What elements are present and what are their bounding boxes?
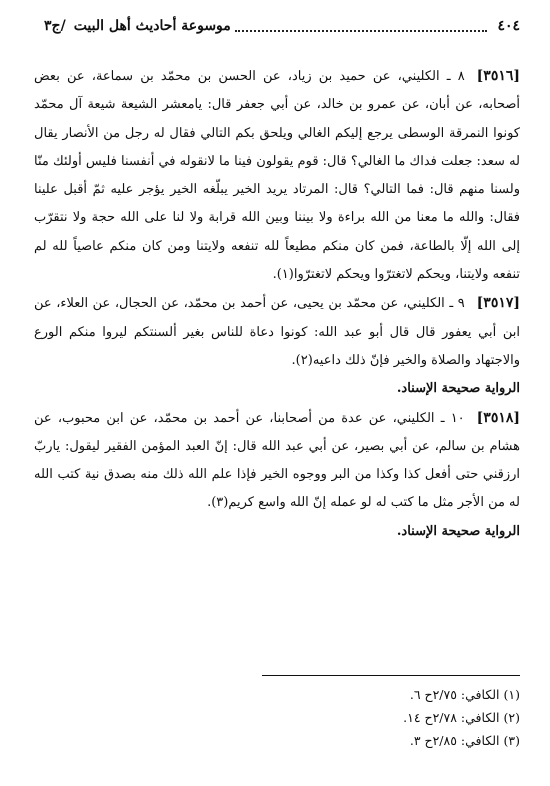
page-body	[34, 62, 520, 546]
hadith-3517	[34, 289, 520, 403]
volume-label: /ج٣	[44, 18, 66, 34]
footnotes	[240, 683, 520, 752]
hadith-paragraph	[34, 62, 520, 289]
chain-verdict: الرواية صحيحة الإسناد.	[396, 523, 520, 539]
page-number: ٤٠٤	[497, 18, 520, 34]
hadith-paragraph	[34, 289, 520, 375]
footnote-item: (١) الكافي: ٢/٧٥ح ٦.	[409, 687, 520, 702]
header-dotted-leader	[235, 20, 488, 32]
hadith-text: ٩ ـ الكليني، عن محمّد بن يحيى، عن أحمد بن محمّد، عن الحجال، عن العلاء، عن ابن أبي يعفور قال قال أبو عبد الله: كونوا دعاة للناس بغير ألسنتكم ليروا منكم الورع والاجتهاد والصلاة والخير فإنّ ذلك داعيه(٢).	[34, 296, 520, 368]
hadith-text: ٨ ـ الكليني، عن حميد بن زياد، عن الحسن بن محمّد بن سماعة، عن بعض أصحابه، عن أبان، عن عمرو بن خالد، عن أبي جعفر قال: يامعشر الشيعة شيعة آل محمّد كونوا النمرقة الوسطى يرجع إليكم الغالي ويلحق بكم التالي فقال له رجل من الأنصار يقال له سعد: جعلت فداك ما الغالي؟ قال: قوم يقولون فينا ما لانقوله في أنفسنا فليس أولئك منّا ولسنا منهم قال: فما التالي؟ قال: المرتاد يريد الخير يبلّغه الخير يؤجر عليه ثمّ أقبل علينا فقال: والله ما معنا من الله براءة ولا بيننا وبين الله قرابة ولا لنا على الله حجة ولا نتقرّب إلى الله إلّا بالطاعة، فمن كان منكم مطيعاً لله تنفعه ولايتنا ومن كان منكم عاصياً لله لم تنفعه ولايتنا، ويحكم لاتغترّوا ويحكم لاتغترّوا(١).	[34, 69, 520, 283]
hadith-3518	[34, 404, 520, 546]
footnote-item: (٢) الكافي: ٢/٧٨ح ١٤.	[403, 710, 520, 725]
hadith-text: ١٠ ـ الكليني، عن عدة من أصحابنا، عن أحمد بن محمّد، عن ابن محبوب، عن هشام بن سالم، عن أبي بصير، عن أبي عبد الله قال: إنّ العبد المؤمن الفقير ليقول: ياربّ ارزقني حتى أفعل كذا وكذا من البر ووجوه الخير فإذا علم الله ذلك منه بصدق نية كتب الله له من الأجر مثل ما كتب له لو عمله إنّ الله واسع كريم(٣).	[34, 410, 520, 511]
footnote-separator	[262, 675, 520, 676]
hadith-number: [٣٥١٧]	[476, 295, 520, 312]
footnote-item: (٣) الكافي: ٢/٨٥ح ٣.	[409, 733, 520, 748]
hadith-number: [٣٥١٦]	[476, 68, 520, 84]
page-header	[44, 14, 520, 38]
chain-verdict: الرواية صحيحة الإسناد.	[396, 381, 520, 397]
hadith-3516	[34, 62, 520, 289]
hadith-number: [٣٥١٨]	[476, 409, 520, 426]
book-title: موسوعة أحاديث أهل البيت	[73, 18, 231, 34]
hadith-paragraph	[34, 404, 520, 518]
